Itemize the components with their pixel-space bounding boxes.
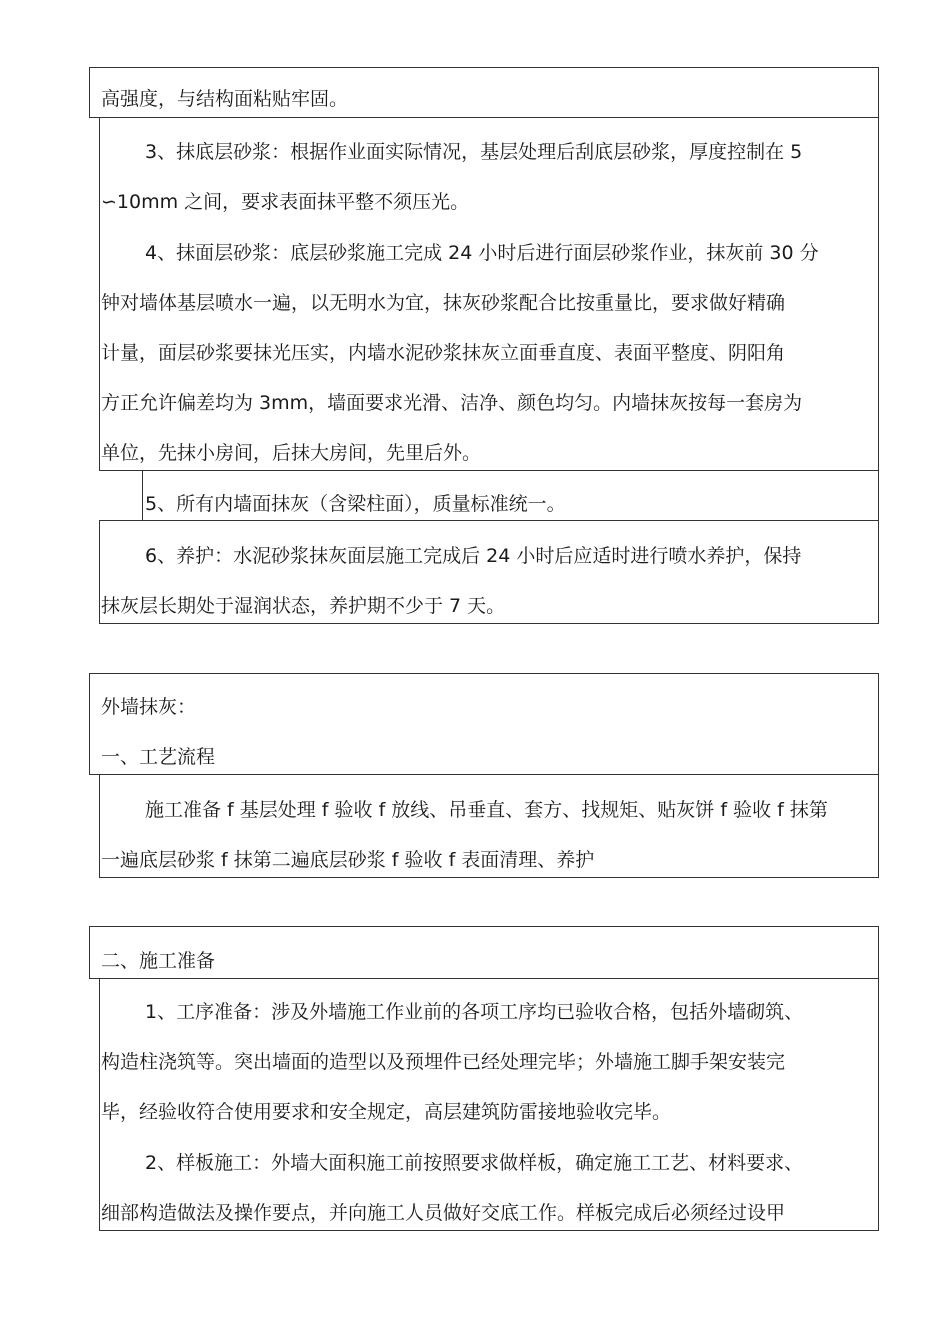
item-3-line-1: 3、抹底层砂浆：根据作业面实际情况，基层处理后刮底层砂浆，厚度控制在 5 [145, 141, 803, 163]
item-3-line-2: ∽10mm 之间，要求表面抹平整不须压光。 [101, 191, 470, 213]
text-line: 高强度，与结构面粘贴牢固。 [101, 88, 349, 110]
item-4-line-4: 方正允许偏差均为 3mm，墙面要求光滑、洁净、颜色均匀。内墙抹灰按每一套房为 [101, 392, 803, 414]
exterior-plaster-title: 外墙抹灰： [101, 696, 197, 718]
process-flow-line-1: 施工准备 f 基层处理 f 验收 f 放线、吊垂直、套方、找规矩、贴灰饼 f 验收 f 抹第 [145, 799, 828, 821]
process-flow-line-2: 一遍底层砂浆 f 抹第二遍底层砂浆 f 验收 f 表面清理、养护 [101, 849, 595, 871]
prep-item-2-line-1: 2、样板施工：外墙大面积施工前按照要求做样板，确定施工工艺、材料要求、 [145, 1152, 804, 1174]
item-4-line-2: 钟对墙体基层喷水一遍，以无明水为宜，抹灰砂浆配合比按重量比，要求做好精确 [101, 292, 786, 314]
item-4-line-3: 计量，面层砂浆要抹光压实，内墙水泥砂浆抹灰立面垂直度、表面平整度、阴阳角 [101, 342, 786, 364]
prep-item-1-line-2: 构造柱浇筑等。突出墙面的造型以及预埋件已经处理完毕；外墙施工脚手架安装完 [101, 1051, 786, 1073]
prep-item-1-line-1: 1、工序准备：涉及外墙施工作业前的各项工序均已验收合格，包括外墙砌筑、 [145, 1001, 804, 1023]
item-6-line-2: 抹灰层长期处于湿润状态，养护期不少于 7 天。 [101, 595, 506, 617]
prep-item-2-line-2: 细部构造做法及操作要点，并向施工人员做好交底工作。样板完成后必须经过设甲 [101, 1202, 786, 1224]
item-4-line-1: 4、抹面层砂浆：底层砂浆施工完成 24 小时后进行面层砂浆作业，抹灰前 30 分 [145, 242, 819, 264]
item-6-line-1: 6、养护：水泥砂浆抹灰面层施工完成后 24 小时后应适时进行喷水养护，保持 [145, 545, 802, 567]
item-4-line-5: 单位，先抹小房间，后抹大房间，先里后外。 [101, 442, 482, 464]
item-5-line: 5、所有内墙面抹灰（含梁柱面），质量标准统一。 [145, 493, 566, 515]
prep-heading: 二、施工准备 [101, 950, 216, 972]
prep-item-1-line-3: 毕，经验收符合使用要求和安全规定，高层建筑防雷接地验收完毕。 [101, 1101, 672, 1123]
process-heading: 一、工艺流程 [101, 746, 216, 768]
